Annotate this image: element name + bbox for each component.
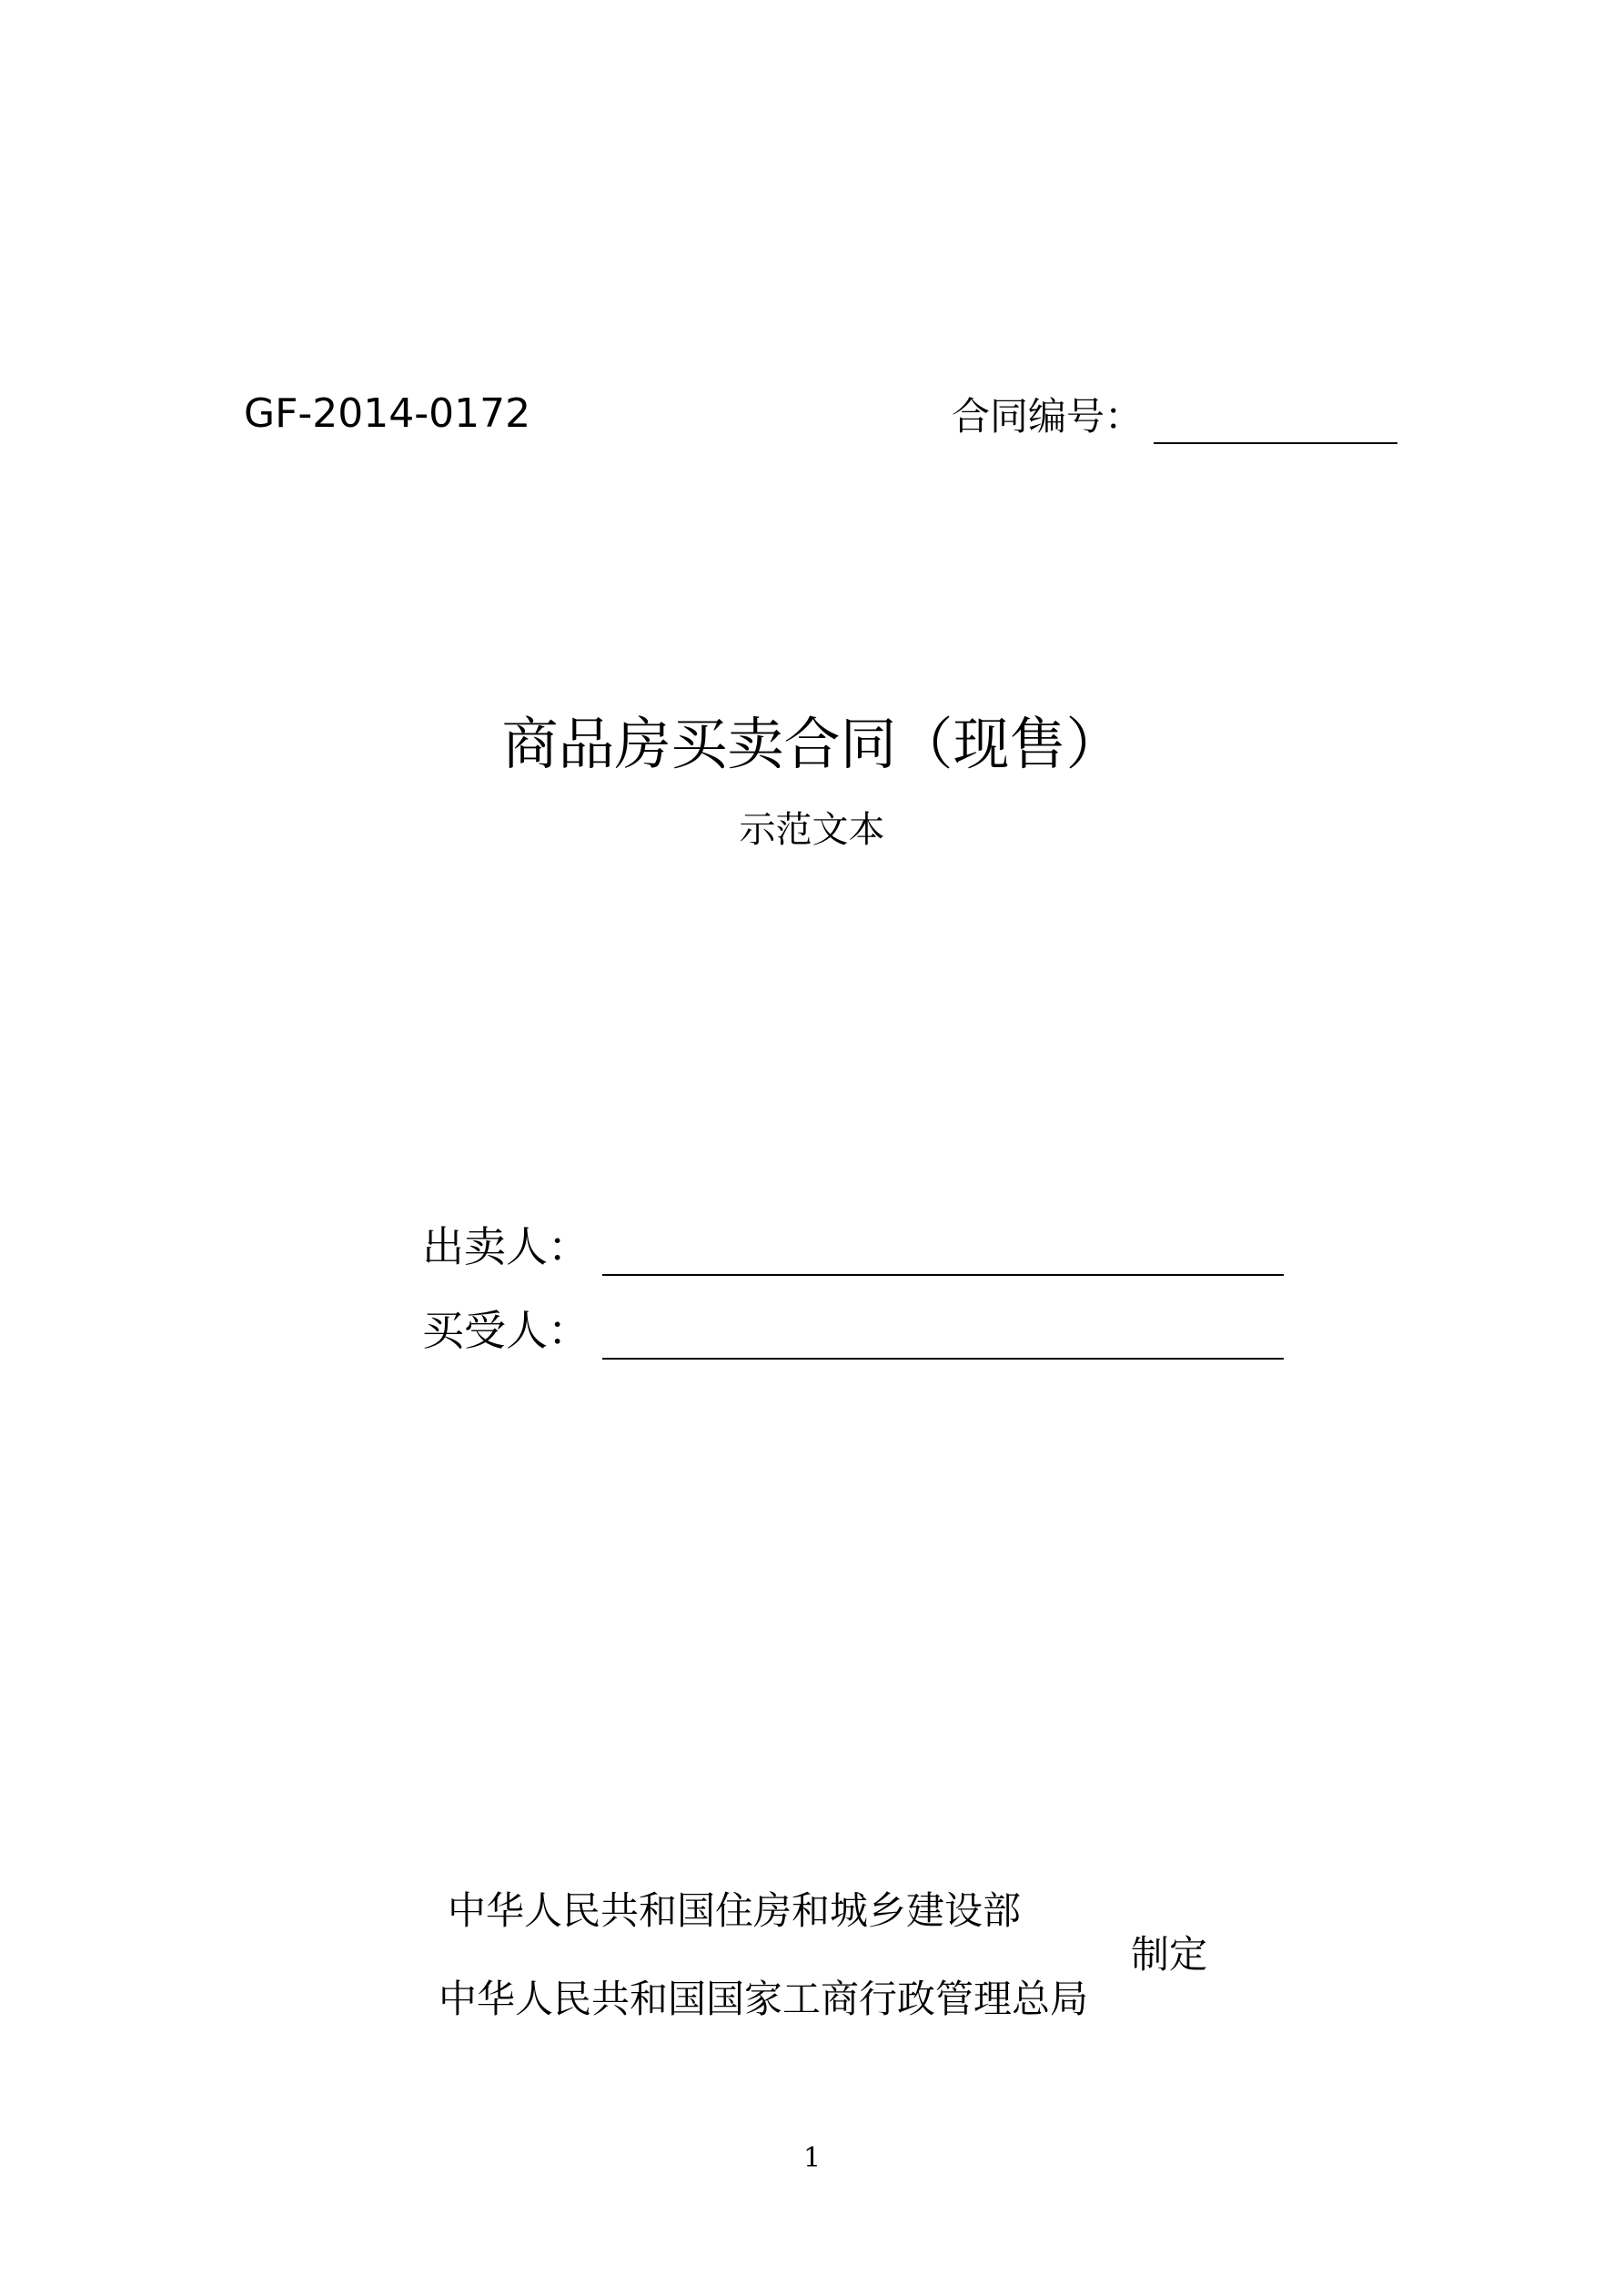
seller-label: 出卖人： <box>422 1222 590 1271</box>
contract-number-field <box>952 389 1397 444</box>
page-number: 1 <box>802 2142 822 2174</box>
document-title: 商品房买卖合同（现售） <box>501 711 1123 777</box>
buyer-blank-line <box>602 1303 1284 1360</box>
issuer-admin-industry-commerce: 中华人民共和国国家工商行政管理总局 <box>439 1977 1089 2021</box>
standard-code: GF-2014-0172 <box>244 390 531 437</box>
contract-number-blank-line <box>1154 391 1397 444</box>
buyer-field <box>422 1301 1284 1360</box>
document-subtitle: 示范文本 <box>739 809 885 851</box>
buyer-label: 买受人： <box>422 1306 590 1355</box>
contract-number-label: 合同编号： <box>952 394 1144 439</box>
issuer-verb: 制定 <box>1131 1932 1208 1977</box>
issuer-ministry-housing: 中华人民共和国住房和城乡建设部 <box>448 1888 1022 1933</box>
seller-blank-line <box>602 1219 1284 1276</box>
seller-field <box>422 1218 1284 1276</box>
